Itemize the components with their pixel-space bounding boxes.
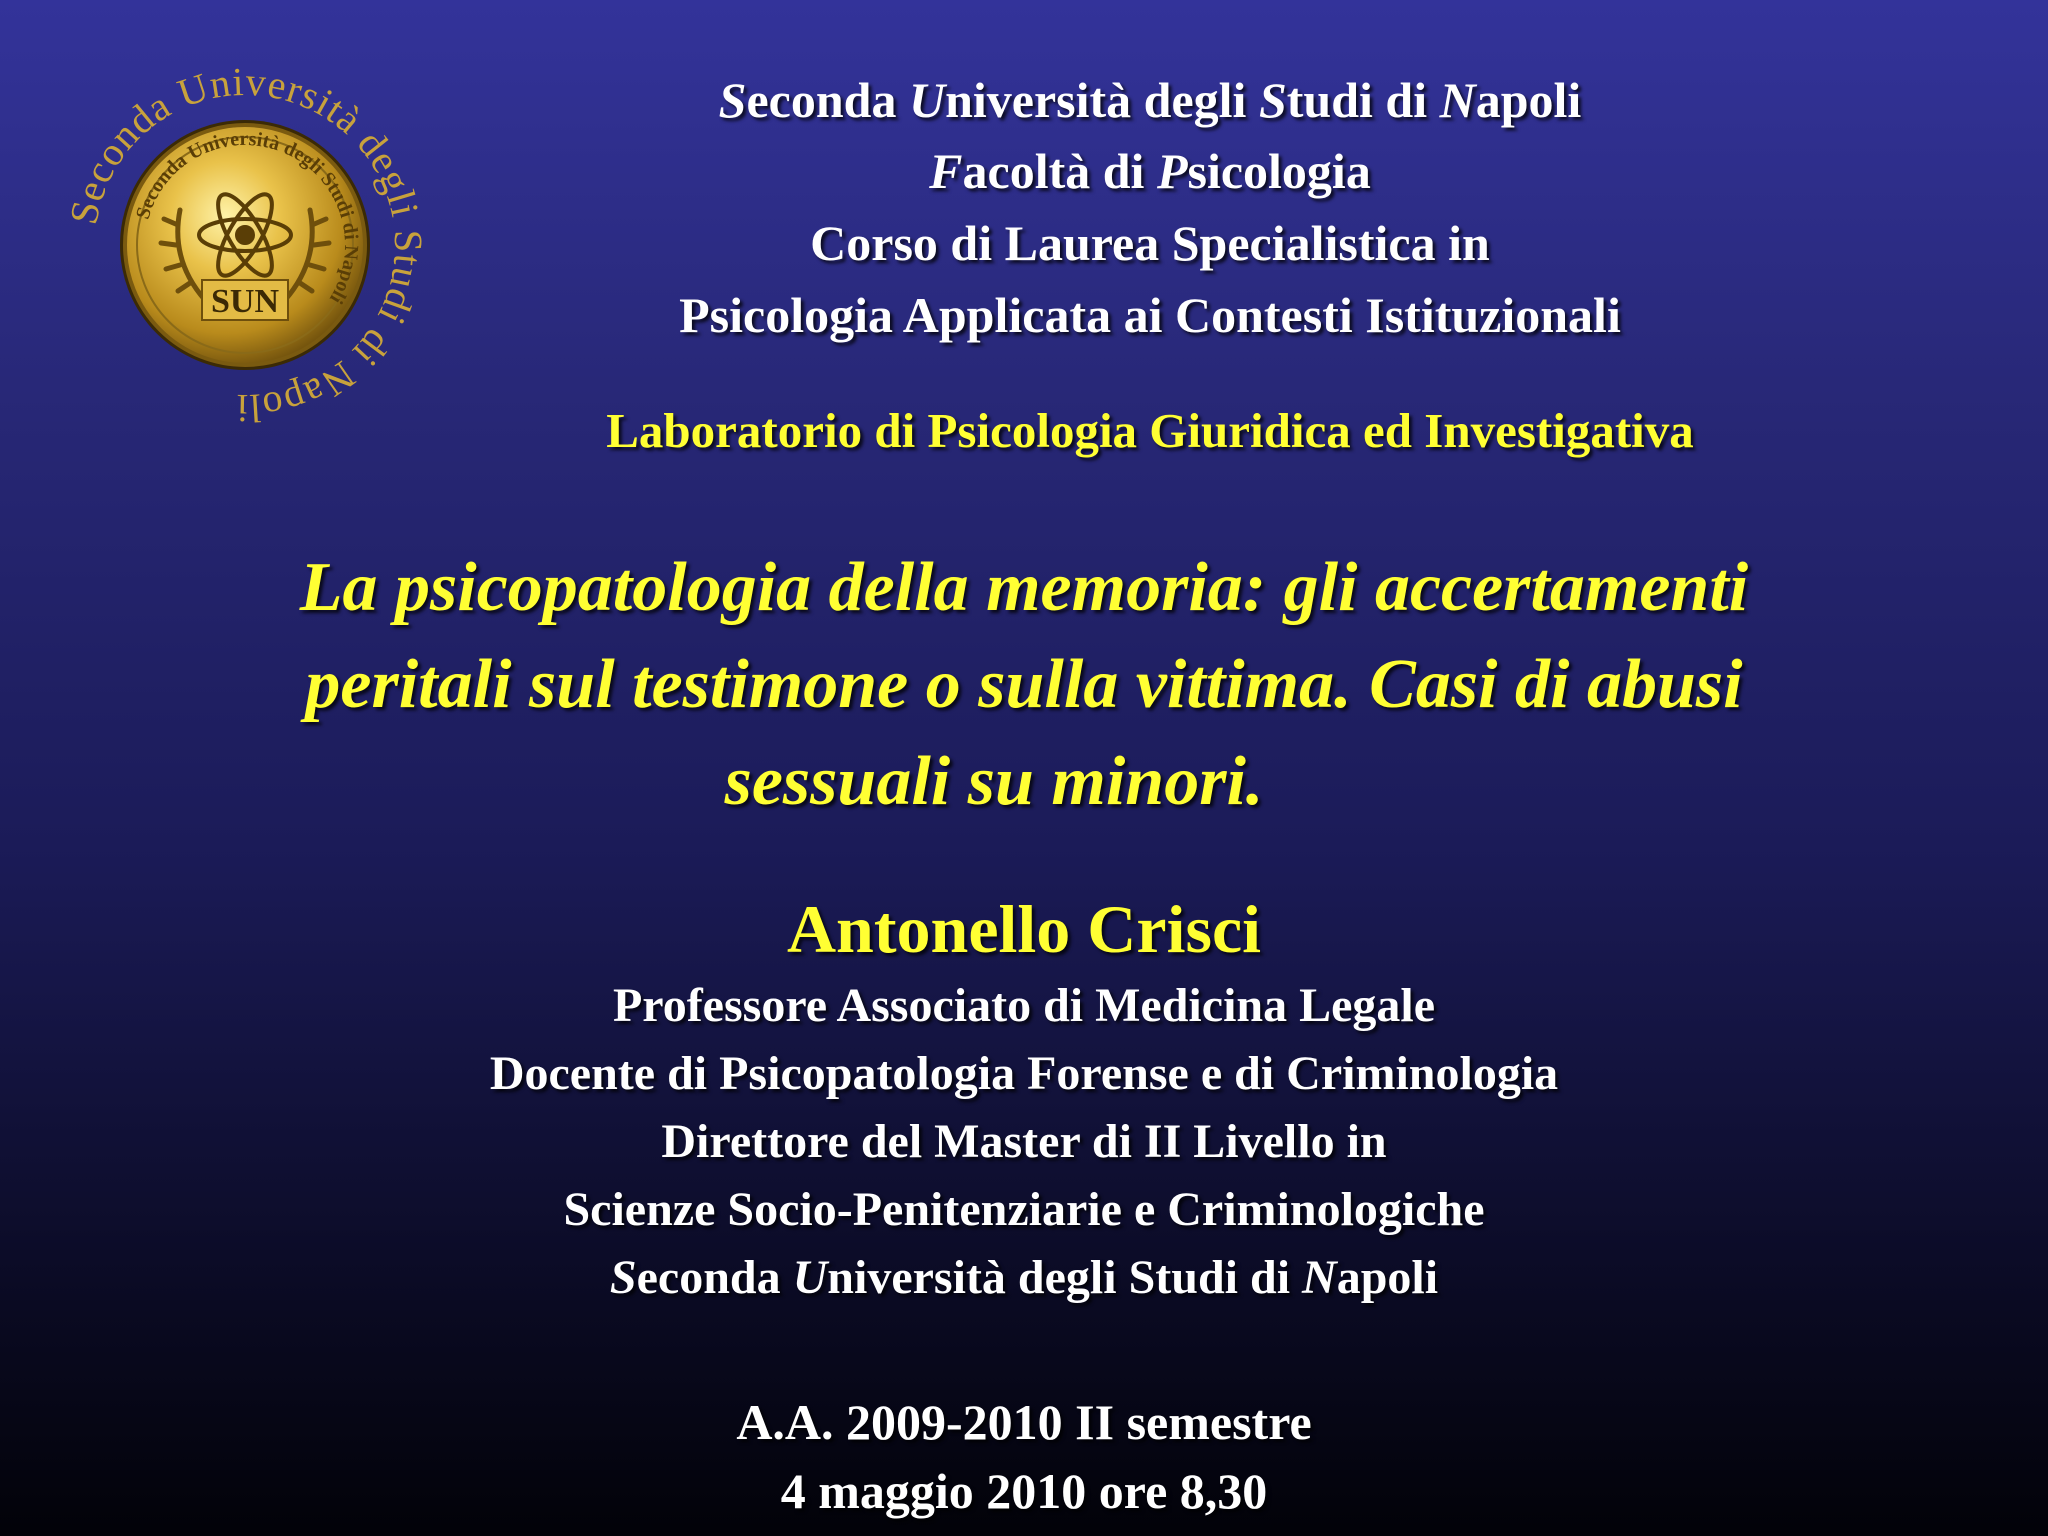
- author-role-4: Scienze Socio-Penitenziarie e Criminologiche: [563, 1183, 1485, 1236]
- header-university: Seconda Università degli Studi di Napoli: [718, 72, 1582, 128]
- author-affiliation: Seconda Università degli Studi di Napoli: [609, 1251, 1439, 1304]
- author-role-1: Professore Associato di Medicina Legale: [612, 979, 1436, 1032]
- author-role-3: Direttore del Master di II Livello in: [661, 1115, 1387, 1168]
- seal-sun-text: SUN: [210, 283, 280, 320]
- header-program: Psicologia Applicata ai Contesti Istituzionali: [679, 287, 1621, 343]
- author-name: Antonello Crisci: [786, 891, 1262, 967]
- lab-title: Laboratorio di Psicologia Giuridica ed Investigativa: [606, 403, 1694, 458]
- seal-inner-ring-text: Seconda Università degli Studi di Napoli: [131, 127, 363, 308]
- academic-year: A.A. 2009-2010 II semestre: [736, 1394, 1312, 1450]
- header-faculty: Facoltà di Psicologia: [929, 143, 1371, 199]
- title-line-1: La psicopatologia della memoria: gli accertamenti: [299, 549, 1749, 626]
- author-role-2: Docente di Psicopatologia Forense e di Criminologia: [489, 1047, 1559, 1100]
- lecture-date: 4 maggio 2010 ore 8,30: [780, 1463, 1268, 1519]
- seal-outer-ring-text: Seconda Università degli Studi di Napoli: [60, 58, 432, 432]
- title-line-3: sessuali su minori.: [724, 743, 1264, 820]
- title-line-2: peritali sul testimone o sulla vittima. Casi di abusi: [305, 646, 1743, 723]
- university-seal-logo: [40, 40, 450, 450]
- header-course: Corso di Laurea Specialistica in: [810, 215, 1490, 271]
